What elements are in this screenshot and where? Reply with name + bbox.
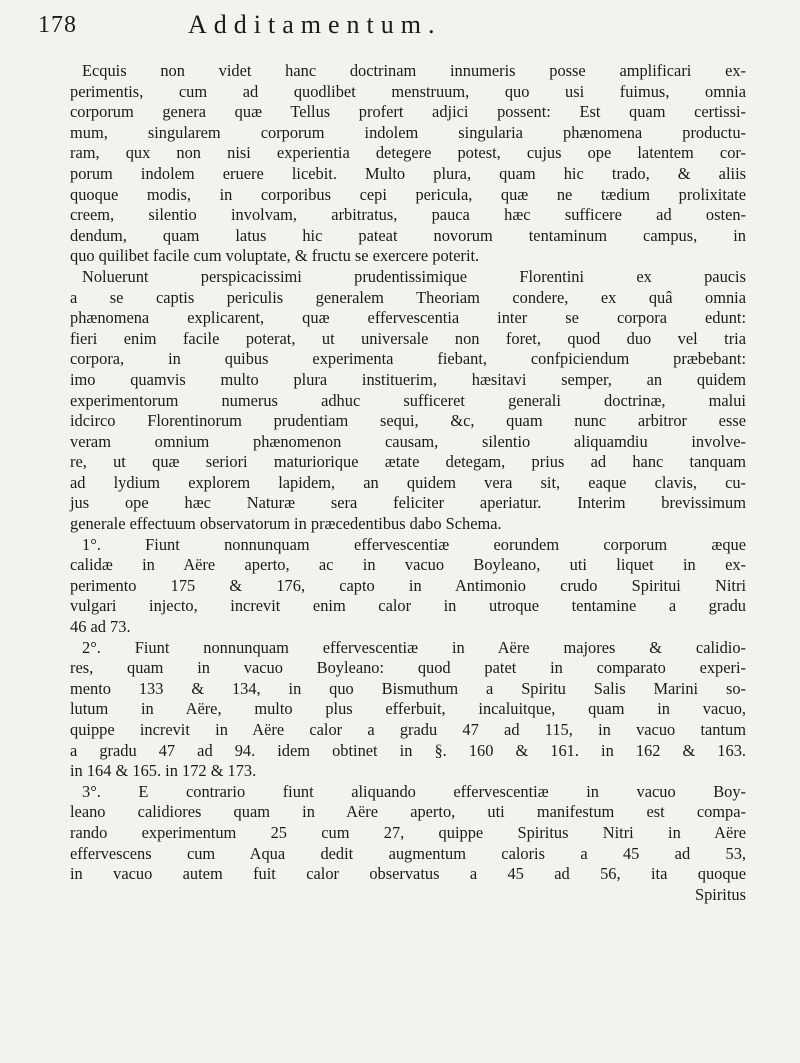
text-line: leano calidiores quam in Aëre aperto, uti manifestum est compa- — [70, 802, 746, 822]
text-line: quoque modis, in corporibus cepi pericula, quæ ne tædium prolixitate — [70, 184, 746, 204]
page-number: 178 — [38, 12, 77, 38]
text-line: in 164 & 165. in 172 & 173. — [70, 761, 257, 781]
text-line: Noluerunt perspicacissimi prudentissimique Florentini ex paucis — [82, 266, 746, 286]
running-title: Additamentum. — [188, 10, 442, 39]
page-header — [38, 8, 728, 42]
text-line: lutum in Aëre, multo plus efferbuit, incaluitque, quam in vacuo, — [70, 699, 746, 719]
text-line: mento 133 & 134, in quo Bismuthum a Spiritu Salis Marini so- — [70, 678, 746, 698]
text-line: experimentorum numerus adhuc sufficeret generali doctrinæ, malui — [70, 390, 746, 410]
text-line: dendum, quam latus hic pateat novorum tentaminum campus, in — [70, 225, 746, 245]
text-line: corporum genera quæ Tellus profert adjici possent: Est quam certissi- — [70, 102, 746, 122]
text-line: 3°. E contrario fiunt aliquando effervescentiæ in vacuo Boy- — [82, 781, 746, 801]
text-line: ad lydium explorem lapidem, an quidem vera sit, eaque clavis, cu- — [70, 472, 746, 492]
text-line: a se captis periculis generalem Theoriam condere, ex quâ omnia — [70, 287, 746, 307]
text-line: perimentis, cum ad quodlibet menstruum, quo usi fuimus, omnia — [70, 81, 746, 101]
text-line: in vacuo autem fuit calor observatus a 45 ad 56, ita quoque — [70, 864, 746, 884]
text-line: 2°. Fiunt nonnunquam effervescentiæ in Aëre majores & calidio- — [82, 637, 746, 657]
text-line: fieri enim facile poterat, ut universale non foret, quod duo vel tria — [70, 328, 746, 348]
text-line: a gradu 47 ad 94. idem obtinet in §. 160 & 161. in 162 & 163. — [70, 740, 746, 760]
text-line: Ecquis non videt hanc doctrinam innumeris posse amplificari ex- — [82, 61, 746, 80]
text-line: res, quam in vacuo Boyleano: quod patet in comparato experi- — [70, 658, 746, 678]
text-line: quo quilibet facile cum voluptate, & fructu se exercere poterit. — [70, 246, 480, 266]
text-line: creem, silentio involvam, arbitratus, pauca hæc sufficere ad osten- — [70, 205, 746, 225]
text-line: generale effectuum observatorum in præcedentibus dabo Schema. — [70, 514, 502, 534]
text-line: ram, qux non nisi experientia detegere potest, cujus ope latentem cor- — [70, 143, 746, 163]
text-line: porum indolem eruere licebit. Multo plura, quam hic trado, & aliis — [70, 163, 746, 183]
text-line: 1°. Fiunt nonnunquam effervescentiæ eorundem corporum æque — [82, 534, 746, 554]
text-line: phænomena explicarent, quæ effervescentia inter se corpora edunt: — [70, 308, 746, 328]
text-line: calidæ in Aëre aperto, ac in vacuo Boyleano, uti liquet in ex- — [70, 555, 746, 575]
text-line: re, ut quæ seriori maturiorique ætate detegam, prius ad hanc tanquam — [70, 452, 746, 472]
text-line: corpora, in quibus experimenta fiebant, confpiciendum præbebant: — [70, 349, 746, 369]
text-line: mum, singularem corporum indolem singularia phænomena productu- — [70, 122, 746, 142]
text-line: quippe increvit in Aëre calor a gradu 47 ad 115, in vacuo tantum — [70, 720, 746, 739]
text-line: imo quamvis multo plura instituerim, hæsitavi semper, an quidem — [70, 369, 746, 389]
text-line: effervescens cum Aqua dedit augmentum caloris a 45 ad 53, — [70, 843, 746, 863]
text-line: jus ope hæc Naturæ sera feliciter aperiatur. Interim brevissimum — [70, 493, 746, 513]
body-text — [70, 61, 746, 905]
text-line: rando experimentum 25 cum 27, quippe Spiritus Nitri in Aëre — [70, 822, 746, 842]
text-line: 46 ad 73. — [70, 617, 131, 637]
text-line: vulgari injecto, increvit enim calor in utroque tentamine a gradu — [70, 596, 746, 616]
text-line: perimento 175 & 176, capto in Antimonio crudo Spiritui Nitri — [70, 575, 746, 595]
text-line: veram omnium phænomenon causam, silentio aliquamdiu involve- — [70, 431, 746, 451]
text-line: idcirco Florentinorum prudentiam sequi, &c, quam nunc arbitror esse — [70, 411, 746, 431]
catchword: Spiritus — [694, 884, 746, 904]
